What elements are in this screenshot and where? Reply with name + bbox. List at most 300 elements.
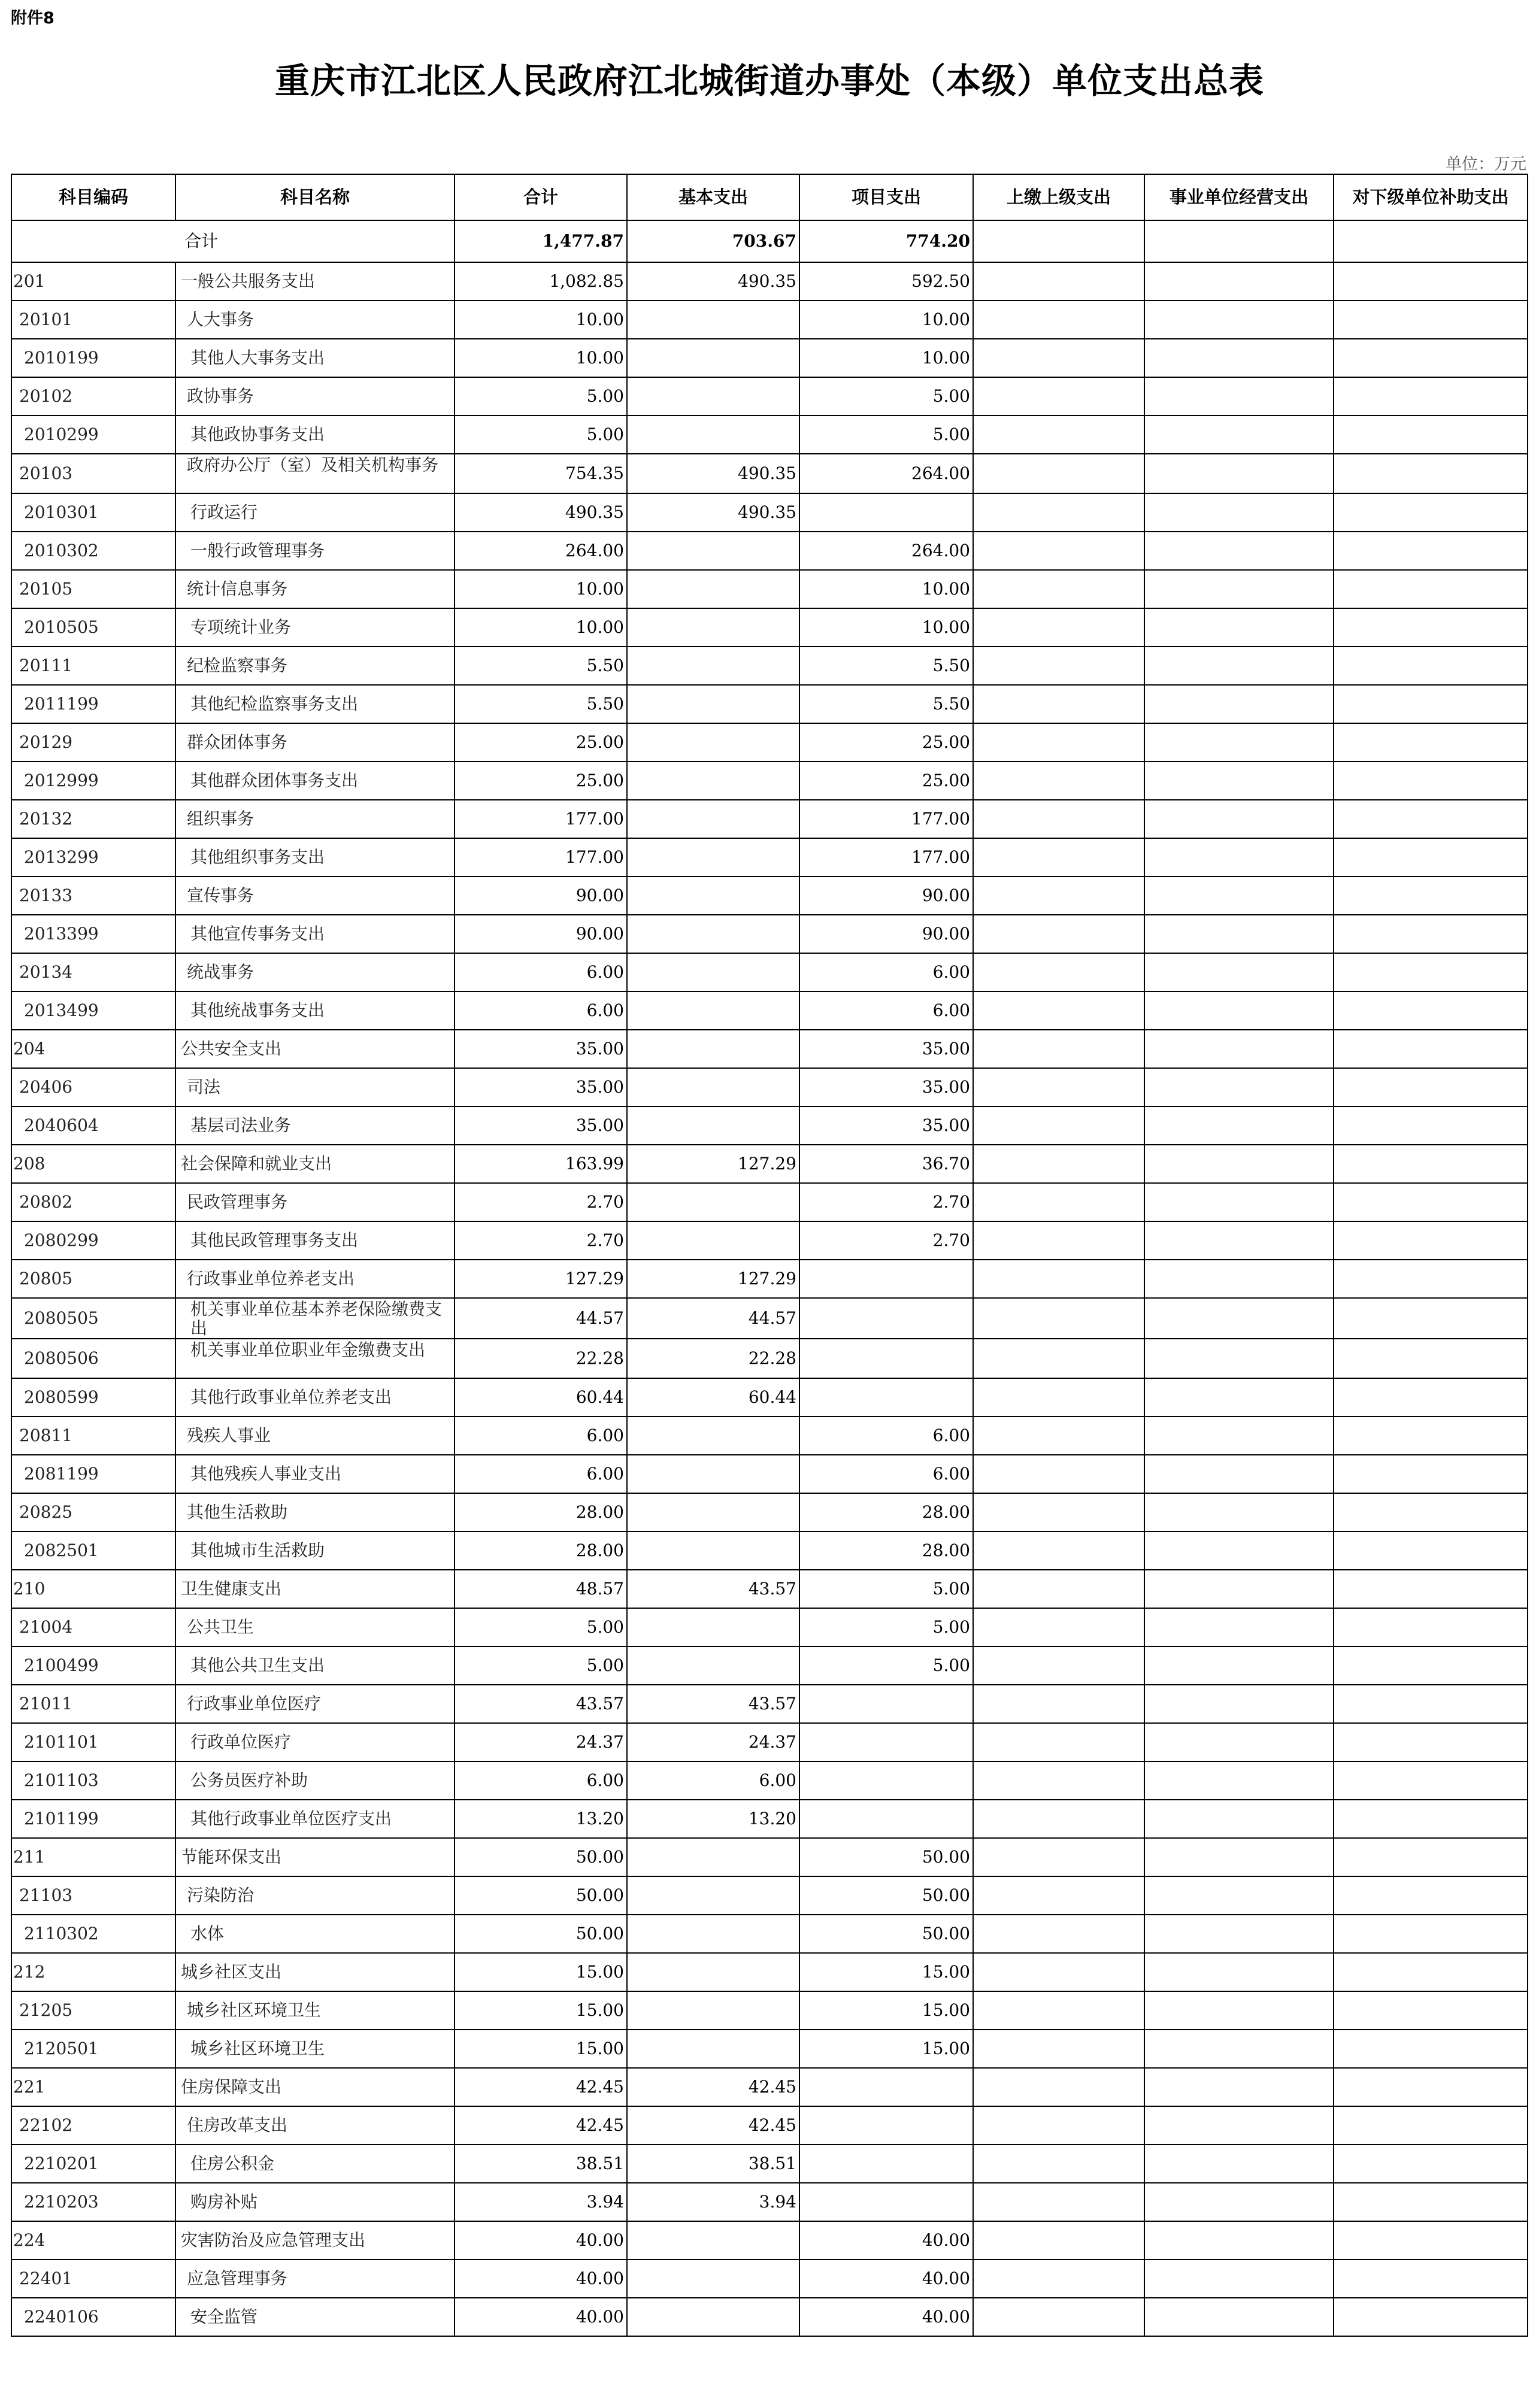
row-project [799, 1298, 973, 1339]
row-subject-name: 统战事务 [175, 953, 455, 991]
row-subject-code: 2012999 [11, 762, 175, 800]
row-subject-name: 应急管理事务 [175, 2260, 455, 2298]
table-row [11, 2183, 1528, 2221]
row-project: 5.00 [799, 1646, 973, 1685]
total-row-total: 1,477.87 [455, 220, 627, 262]
table-row [11, 2030, 1528, 2068]
row-remit [973, 877, 1144, 915]
row-subject-name: 人大事务 [175, 301, 455, 339]
row-total: 43.57 [455, 1685, 627, 1723]
row-project: 6.00 [799, 953, 973, 991]
row-subsidy [1334, 1068, 1528, 1106]
row-remit [973, 1183, 1144, 1221]
row-subsidy [1334, 2221, 1528, 2260]
total-row-remit [973, 220, 1144, 262]
row-basic [627, 838, 799, 877]
row-subject-code: 2210203 [11, 2183, 175, 2221]
row-operating [1144, 647, 1334, 685]
row-subject-name: 其他宣传事务支出 [175, 915, 455, 953]
row-subsidy [1334, 262, 1528, 301]
row-subject-name: 行政事业单位医疗 [175, 1685, 455, 1723]
row-subject-code: 2010299 [11, 416, 175, 454]
row-subject-name: 城乡社区环境卫生 [175, 2030, 455, 2068]
row-operating [1144, 1339, 1334, 1378]
row-subject-code: 22102 [11, 2106, 175, 2145]
row-project: 50.00 [799, 1915, 973, 1953]
row-subject-code: 2010199 [11, 339, 175, 377]
row-remit [973, 1800, 1144, 1838]
row-subsidy [1334, 339, 1528, 377]
row-project: 50.00 [799, 1838, 973, 1876]
row-basic [627, 1221, 799, 1260]
table-row [11, 877, 1528, 915]
row-project [799, 1723, 973, 1761]
row-subject-name: 其他城市生活救助 [175, 1531, 455, 1570]
row-basic [627, 685, 799, 723]
row-subsidy [1334, 2030, 1528, 2068]
row-subject-code: 2010505 [11, 608, 175, 647]
row-basic: 24.37 [627, 1723, 799, 1761]
row-basic [627, 377, 799, 416]
row-operating [1144, 416, 1334, 454]
row-project: 15.00 [799, 2030, 973, 2068]
row-operating [1144, 1761, 1334, 1800]
row-subsidy [1334, 838, 1528, 877]
row-operating [1144, 2183, 1334, 2221]
row-subject-name: 安全监管 [175, 2298, 455, 2336]
table-row [11, 493, 1528, 532]
row-total: 163.99 [455, 1145, 627, 1183]
row-project: 6.00 [799, 1417, 973, 1455]
row-basic: 127.29 [627, 1145, 799, 1183]
row-subject-name: 社会保障和就业支出 [175, 1145, 455, 1183]
row-remit [973, 1608, 1144, 1646]
row-operating [1144, 877, 1334, 915]
row-project: 10.00 [799, 339, 973, 377]
row-remit [973, 608, 1144, 647]
row-operating [1144, 2260, 1334, 2298]
row-subject-code: 20811 [11, 1417, 175, 1455]
row-subsidy [1334, 800, 1528, 838]
row-total: 5.50 [455, 647, 627, 685]
row-remit [973, 262, 1144, 301]
row-operating [1144, 1953, 1334, 1991]
row-subsidy [1334, 1685, 1528, 1723]
table-row [11, 685, 1528, 723]
row-subsidy [1334, 1298, 1528, 1339]
row-total: 5.00 [455, 1608, 627, 1646]
row-operating [1144, 1106, 1334, 1145]
row-operating [1144, 1915, 1334, 1953]
row-subsidy [1334, 2068, 1528, 2106]
row-subject-name: 购房补贴 [175, 2183, 455, 2221]
row-subsidy [1334, 1838, 1528, 1876]
table-row [11, 2260, 1528, 2298]
row-basic [627, 1991, 799, 2030]
row-subsidy [1334, 1646, 1528, 1685]
row-subsidy [1334, 1493, 1528, 1531]
row-subject-code: 2080506 [11, 1339, 175, 1378]
table-row [11, 838, 1528, 877]
row-subject-name: 基层司法业务 [175, 1106, 455, 1145]
row-project: 177.00 [799, 838, 973, 877]
row-subject-code: 2080599 [11, 1378, 175, 1417]
table-row [11, 339, 1528, 377]
row-basic [627, 953, 799, 991]
total-row-label: 合计 [11, 220, 455, 262]
row-basic [627, 1953, 799, 1991]
total-row [11, 220, 1528, 262]
row-basic: 60.44 [627, 1378, 799, 1417]
row-basic [627, 2030, 799, 2068]
row-operating [1144, 454, 1334, 493]
table-row [11, 1493, 1528, 1531]
row-remit [973, 1761, 1144, 1800]
row-subsidy [1334, 1183, 1528, 1221]
table-row [11, 1221, 1528, 1260]
table-row [11, 1761, 1528, 1800]
row-remit [973, 1838, 1144, 1876]
row-total: 40.00 [455, 2260, 627, 2298]
row-operating [1144, 1570, 1334, 1608]
row-project: 5.50 [799, 647, 973, 685]
row-remit [973, 723, 1144, 762]
row-total: 3.94 [455, 2183, 627, 2221]
row-subject-code: 2110302 [11, 1915, 175, 1953]
row-subject-name: 行政事业单位养老支出 [175, 1260, 455, 1298]
row-basic [627, 532, 799, 570]
row-remit [973, 1915, 1144, 1953]
row-total: 60.44 [455, 1378, 627, 1417]
row-operating [1144, 301, 1334, 339]
row-operating [1144, 2298, 1334, 2336]
row-operating [1144, 953, 1334, 991]
row-subject-name: 住房公积金 [175, 2145, 455, 2183]
row-total: 15.00 [455, 1991, 627, 2030]
row-project: 25.00 [799, 723, 973, 762]
row-total: 90.00 [455, 877, 627, 915]
table-row [11, 953, 1528, 991]
row-total: 13.20 [455, 1800, 627, 1838]
row-operating [1144, 1298, 1334, 1339]
row-subject-code: 20103 [11, 454, 175, 493]
row-subject-name: 统计信息事务 [175, 570, 455, 608]
row-subject-name: 其他纪检监察事务支出 [175, 685, 455, 723]
row-subject-name: 其他公共卫生支出 [175, 1646, 455, 1685]
row-subject-code: 2081199 [11, 1455, 175, 1493]
row-operating [1144, 1608, 1334, 1646]
table-row [11, 454, 1528, 493]
row-operating [1144, 838, 1334, 877]
row-subject-code: 2013499 [11, 991, 175, 1030]
table-row [11, 1339, 1528, 1378]
row-basic [627, 723, 799, 762]
row-subsidy [1334, 301, 1528, 339]
row-remit [973, 1953, 1144, 1991]
row-remit [973, 838, 1144, 877]
row-basic [627, 647, 799, 685]
row-subsidy [1334, 1378, 1528, 1417]
row-remit [973, 1106, 1144, 1145]
row-operating [1144, 1260, 1334, 1298]
row-subject-code: 2082501 [11, 1531, 175, 1570]
row-basic [627, 1030, 799, 1068]
row-operating [1144, 1800, 1334, 1838]
row-subsidy [1334, 1339, 1528, 1378]
row-total: 2.70 [455, 1221, 627, 1260]
row-operating [1144, 800, 1334, 838]
row-subject-code: 20805 [11, 1260, 175, 1298]
row-subject-name: 其他残疾人事业支出 [175, 1455, 455, 1493]
row-basic [627, 1876, 799, 1915]
total-row-subsidy [1334, 220, 1528, 262]
row-total: 1,082.85 [455, 262, 627, 301]
row-subject-code: 2080505 [11, 1298, 175, 1339]
row-total: 6.00 [455, 953, 627, 991]
table-header-row [11, 174, 1528, 220]
row-subsidy [1334, 1030, 1528, 1068]
row-total: 50.00 [455, 1915, 627, 1953]
row-remit [973, 1298, 1144, 1339]
row-project: 35.00 [799, 1030, 973, 1068]
row-remit [973, 1991, 1144, 2030]
row-total: 5.00 [455, 377, 627, 416]
header-remit-to-superior: 上缴上级支出 [973, 174, 1144, 220]
row-subject-name: 住房保障支出 [175, 2068, 455, 2106]
row-basic [627, 1531, 799, 1570]
row-operating [1144, 762, 1334, 800]
row-subsidy [1334, 1876, 1528, 1915]
row-subject-code: 2101199 [11, 1800, 175, 1838]
row-remit [973, 685, 1144, 723]
row-subject-code: 21205 [11, 1991, 175, 2030]
row-total: 42.45 [455, 2068, 627, 2106]
row-operating [1144, 991, 1334, 1030]
row-remit [973, 762, 1144, 800]
row-basic [627, 1608, 799, 1646]
row-total: 10.00 [455, 570, 627, 608]
row-subject-code: 210 [11, 1570, 175, 1608]
row-subsidy [1334, 1608, 1528, 1646]
row-remit [973, 1455, 1144, 1493]
row-basic [627, 1106, 799, 1145]
row-basic: 490.35 [627, 454, 799, 493]
row-total: 490.35 [455, 493, 627, 532]
row-remit [973, 1723, 1144, 1761]
row-total: 10.00 [455, 608, 627, 647]
row-project: 50.00 [799, 1876, 973, 1915]
row-remit [973, 416, 1144, 454]
row-operating [1144, 570, 1334, 608]
row-subject-code: 20101 [11, 301, 175, 339]
row-project: 10.00 [799, 608, 973, 647]
row-subject-code: 201 [11, 262, 175, 301]
row-subsidy [1334, 877, 1528, 915]
row-project: 28.00 [799, 1493, 973, 1531]
row-total: 6.00 [455, 991, 627, 1030]
row-operating [1144, 1493, 1334, 1531]
row-remit [973, 532, 1144, 570]
row-subsidy [1334, 1800, 1528, 1838]
row-project: 2.70 [799, 1183, 973, 1221]
row-total: 5.00 [455, 1646, 627, 1685]
row-subject-code: 22401 [11, 2260, 175, 2298]
row-subject-name: 其他统战事务支出 [175, 991, 455, 1030]
row-operating [1144, 1876, 1334, 1915]
row-basic [627, 1183, 799, 1221]
row-basic: 127.29 [627, 1260, 799, 1298]
table-row [11, 1531, 1528, 1570]
row-subject-code: 20134 [11, 953, 175, 991]
row-subject-name: 其他组织事务支出 [175, 838, 455, 877]
row-subject-name: 城乡社区支出 [175, 1953, 455, 1991]
row-remit [973, 1685, 1144, 1723]
document-title: 重庆市江北区人民政府江北城街道办事处（本级）单位支出总表 [274, 60, 1264, 101]
row-project: 40.00 [799, 2260, 973, 2298]
row-subsidy [1334, 493, 1528, 532]
row-total: 35.00 [455, 1106, 627, 1145]
row-project: 6.00 [799, 1455, 973, 1493]
row-operating [1144, 1378, 1334, 1417]
row-subject-name: 群众团体事务 [175, 723, 455, 762]
row-basic [627, 608, 799, 647]
expenditure-table [11, 174, 1528, 2337]
row-operating [1144, 1417, 1334, 1455]
row-subject-name: 其他民政管理事务支出 [175, 1221, 455, 1260]
row-subsidy [1334, 991, 1528, 1030]
row-project [799, 2068, 973, 2106]
row-remit [973, 1417, 1144, 1455]
row-project: 36.70 [799, 1145, 973, 1183]
row-subject-code: 20133 [11, 877, 175, 915]
table-row [11, 800, 1528, 838]
row-subject-code: 20105 [11, 570, 175, 608]
table-row [11, 915, 1528, 953]
row-subject-name: 司法 [175, 1068, 455, 1106]
header-project-expenditure: 项目支出 [799, 174, 973, 220]
row-subject-code: 20129 [11, 723, 175, 762]
table-row [11, 1145, 1528, 1183]
row-remit [973, 953, 1144, 991]
row-total: 5.00 [455, 416, 627, 454]
table-row [11, 1838, 1528, 1876]
row-basic [627, 991, 799, 1030]
row-total: 177.00 [455, 800, 627, 838]
row-subsidy [1334, 1991, 1528, 2030]
row-subject-name: 其他行政事业单位医疗支出 [175, 1800, 455, 1838]
row-total: 10.00 [455, 301, 627, 339]
row-basic: 42.45 [627, 2068, 799, 2106]
row-subject-code: 2100499 [11, 1646, 175, 1685]
row-operating [1144, 1685, 1334, 1723]
row-basic: 22.28 [627, 1339, 799, 1378]
row-subsidy [1334, 762, 1528, 800]
row-project [799, 2106, 973, 2145]
row-subject-code: 2013299 [11, 838, 175, 877]
row-total: 28.00 [455, 1531, 627, 1570]
table-row [11, 2221, 1528, 2260]
row-subsidy [1334, 454, 1528, 493]
row-subject-name: 纪检监察事务 [175, 647, 455, 685]
table-row [11, 1800, 1528, 1838]
row-basic: 13.20 [627, 1800, 799, 1838]
row-project: 177.00 [799, 800, 973, 838]
table-row [11, 1030, 1528, 1068]
row-total: 15.00 [455, 2030, 627, 2068]
row-subject-code: 211 [11, 1838, 175, 1876]
table-row [11, 2106, 1528, 2145]
row-project: 592.50 [799, 262, 973, 301]
row-operating [1144, 377, 1334, 416]
row-operating [1144, 339, 1334, 377]
row-operating [1144, 262, 1334, 301]
table-row [11, 1417, 1528, 1455]
row-subject-code: 20406 [11, 1068, 175, 1106]
row-remit [973, 2260, 1144, 2298]
row-operating [1144, 1646, 1334, 1685]
table-row [11, 1646, 1528, 1685]
row-subsidy [1334, 1723, 1528, 1761]
row-remit [973, 1876, 1144, 1915]
row-remit [973, 2145, 1144, 2183]
row-remit [973, 2298, 1144, 2336]
row-basic: 6.00 [627, 1761, 799, 1800]
row-total: 48.57 [455, 1570, 627, 1608]
row-subsidy [1334, 2298, 1528, 2336]
row-remit [973, 1260, 1144, 1298]
table-row [11, 2068, 1528, 2106]
row-subject-name: 节能环保支出 [175, 1838, 455, 1876]
row-total: 42.45 [455, 2106, 627, 2145]
row-basic [627, 570, 799, 608]
row-project: 40.00 [799, 2221, 973, 2260]
row-operating [1144, 1455, 1334, 1493]
row-subject-code: 2010302 [11, 532, 175, 570]
table-row [11, 416, 1528, 454]
row-remit [973, 339, 1144, 377]
row-subject-code: 212 [11, 1953, 175, 1991]
row-subject-code: 20802 [11, 1183, 175, 1221]
header-subsidy-to-subordinate: 对下级单位补助支出 [1334, 174, 1528, 220]
unit-label: 单位：万元 [1446, 155, 1526, 174]
row-basic [627, 2260, 799, 2298]
row-project: 35.00 [799, 1106, 973, 1145]
table-row [11, 2145, 1528, 2183]
row-project [799, 1800, 973, 1838]
row-remit [973, 647, 1144, 685]
row-total: 6.00 [455, 1455, 627, 1493]
row-subsidy [1334, 685, 1528, 723]
row-remit [973, 1493, 1144, 1531]
row-operating [1144, 2068, 1334, 2106]
row-project: 2.70 [799, 1221, 973, 1260]
table-row [11, 1570, 1528, 1608]
header-subject-code: 科目编码 [11, 174, 175, 220]
row-subject-code: 208 [11, 1145, 175, 1183]
row-remit [973, 1378, 1144, 1417]
row-project [799, 1339, 973, 1378]
total-row-basic: 703.67 [627, 220, 799, 262]
row-remit [973, 2068, 1144, 2106]
row-remit [973, 377, 1144, 416]
row-subsidy [1334, 377, 1528, 416]
table-row [11, 1876, 1528, 1915]
row-remit [973, 1030, 1144, 1068]
row-subject-name: 住房改革支出 [175, 2106, 455, 2145]
table-row [11, 1068, 1528, 1106]
row-remit [973, 2030, 1144, 2068]
row-project: 5.00 [799, 1570, 973, 1608]
